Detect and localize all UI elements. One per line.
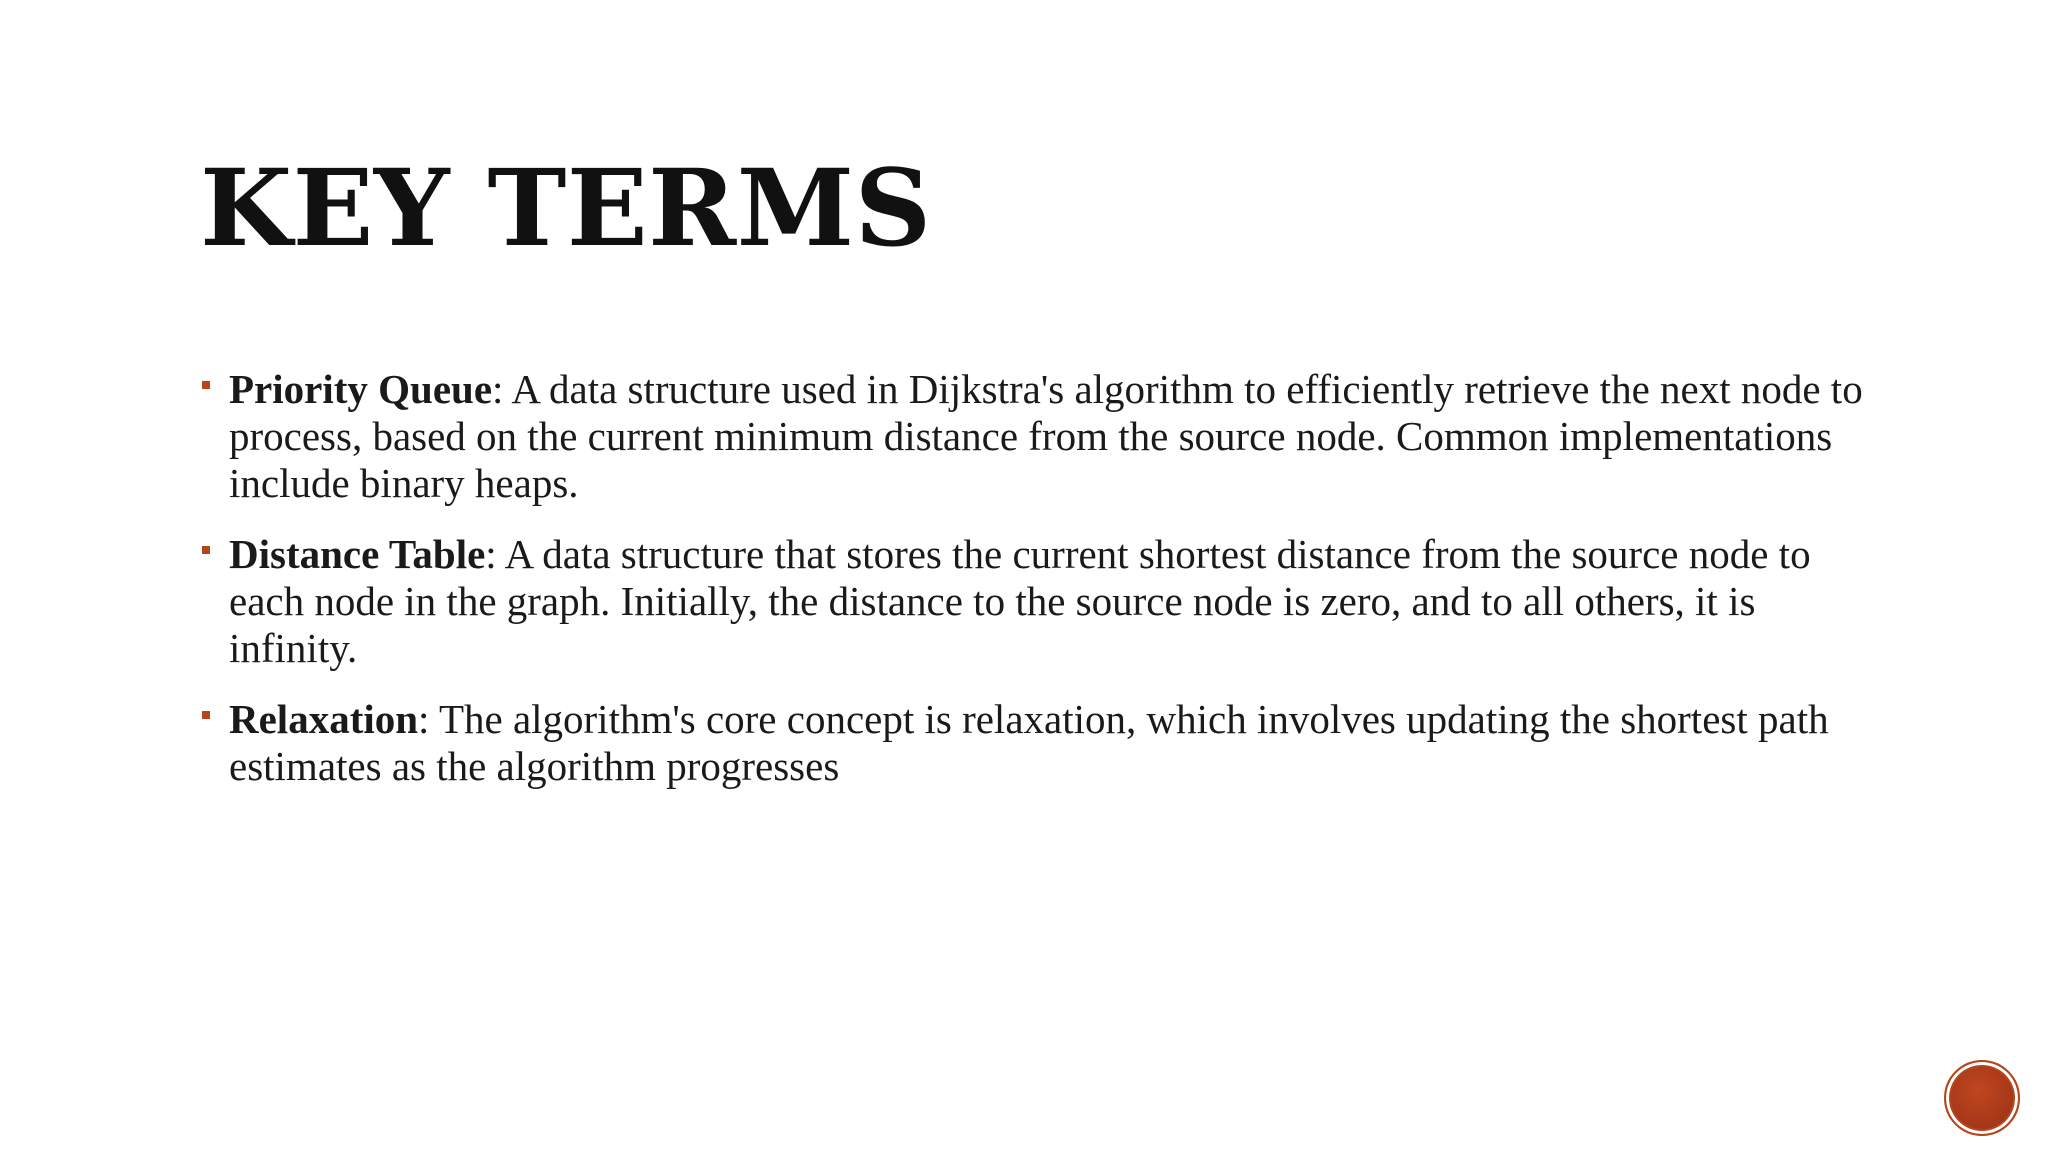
- bullet-text: : A data structure that stores the current shortest distance from the source node to each node in the graph. Initially, the distance to the source node is zero, and to all others, it is infinity.: [229, 531, 1811, 671]
- slide-title: KEY TERMS: [200, 145, 932, 270]
- bullet-term: Distance Table: [229, 531, 486, 577]
- bullet-distance-table: [229, 531, 1879, 672]
- square-bullet-icon: [202, 711, 210, 719]
- circle-nav-icon[interactable]: [1944, 1060, 2020, 1136]
- square-bullet-icon: [202, 381, 210, 389]
- bullet-priority-queue: [229, 366, 1879, 507]
- square-bullet-icon: [202, 546, 210, 554]
- bullet-text: : A data structure used in Dijkstra's algorithm to efficiently retrieve the next node to process, based on the current minimum distance from the source node. Common implementations include binary heaps.: [229, 366, 1863, 506]
- bullet-relaxation: [229, 696, 1879, 790]
- bullet-list: [229, 366, 1879, 814]
- bullet-term: Priority Queue: [229, 366, 493, 412]
- bullet-text: : The algorithm's core concept is relaxation, which involves updating the shortest path estimates as the algorithm progresses: [229, 696, 1829, 789]
- bullet-term: Relaxation: [229, 696, 419, 742]
